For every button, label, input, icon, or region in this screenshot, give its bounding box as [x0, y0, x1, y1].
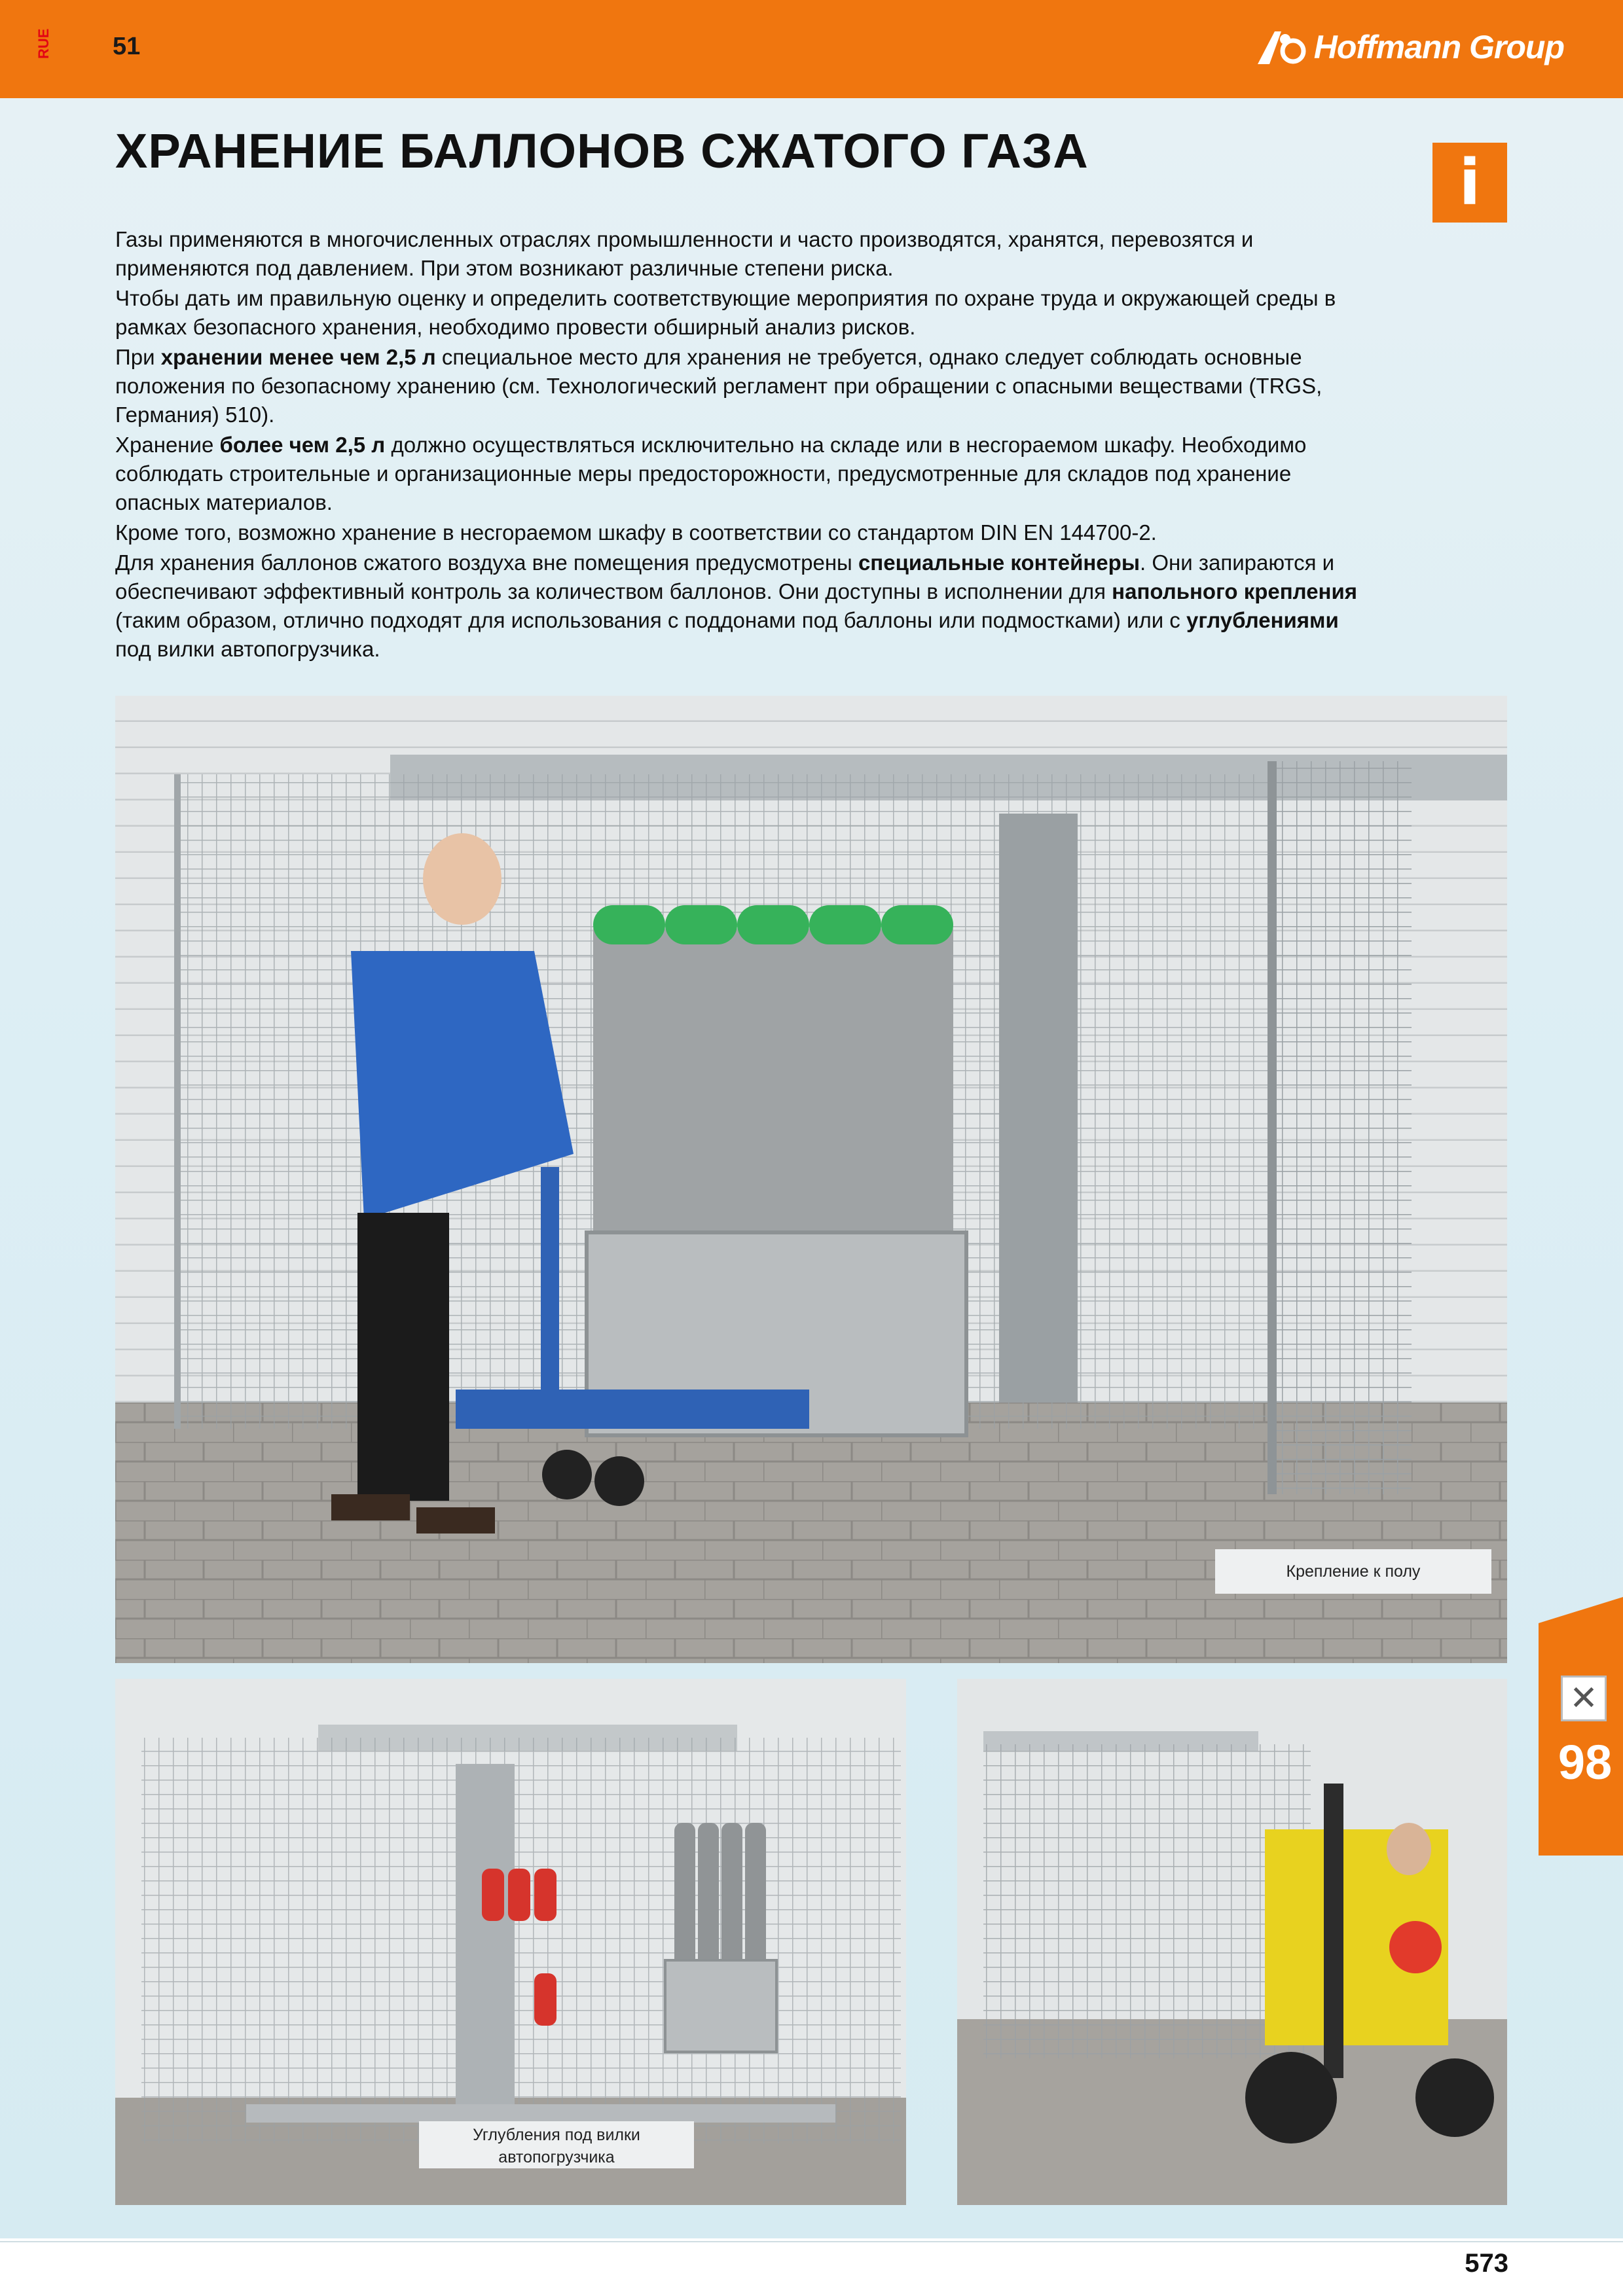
caption-forklift-pockets	[419, 2121, 694, 2168]
text-segment: специальное место для хранения не требуется, однако следует соблюдать основные положения по безопасному хранению (см. Технологический регламент при обращении с опасными веществами (TRGS, Германия) 510).	[115, 345, 1322, 427]
main-photo-gas-cage	[115, 696, 1507, 1663]
bold-text: специальные контейнеры	[858, 550, 1140, 575]
page-header	[0, 0, 1623, 98]
text-segment: Кроме того, возможно хранение в несгораемом шкафу в соответствии со стандартом DIN EN 144700-2.	[115, 520, 1157, 545]
body-paragraph	[115, 225, 1372, 283]
photo-forklift-lifting-cage	[957, 1679, 1507, 2205]
text-segment: При	[115, 345, 161, 369]
caption-line-2: автопогрузчика	[498, 2148, 615, 2166]
text-segment: Хранение	[115, 433, 220, 457]
body-paragraph	[115, 343, 1372, 429]
page-title: ХРАНЕНИЕ БАЛЛОНОВ СЖАТОГО ГАЗА	[115, 124, 1089, 178]
info-icon: i	[1432, 143, 1507, 223]
text-segment: Газы применяются в многочисленных отраслях промышленности и часто производятся, хранятся, перевозятся и применяются под давлением. При этом возникают различные степени риска.	[115, 227, 1254, 280]
text-segment: под вилки автопогрузчика.	[115, 637, 380, 661]
text-segment: должно осуществляться исключительно на складе или в несгораемом шкафу. Необходимо соблюдать строительные и организационные меры предосторожности, предусмотренные для складов под хранение опасных материалов.	[115, 433, 1307, 514]
body-paragraph	[115, 518, 1372, 547]
body-paragraph	[115, 548, 1372, 664]
body-paragraph	[115, 284, 1372, 342]
hoffmann-logo-icon	[1255, 27, 1307, 67]
chapter-number: 98	[1558, 1735, 1613, 1789]
bold-text: углублениями	[1186, 608, 1339, 632]
footer-divider	[0, 2241, 1623, 2242]
body-paragraph	[115, 431, 1372, 517]
bold-text: напольного крепления	[1112, 579, 1358, 603]
footer-page-number: 573	[1465, 2249, 1508, 2278]
side-code: RUE	[35, 28, 52, 59]
text-segment: (таким образом, отлично подходят для использования с поддонами под баллоны или подмостками) или с	[115, 608, 1186, 632]
bold-text: более чем 2,5 л	[219, 433, 386, 457]
chapter-tab[interactable]	[1539, 1597, 1623, 1856]
text-segment: Для хранения баллонов сжатого воздуха вне помещения предусмотрены	[115, 550, 858, 575]
text-segment: . Они запираются и обеспечивают эффективный контроль за количеством баллонов. Они доступны в исполнении для	[115, 550, 1335, 603]
caption-floor-mount: Крепление к полу	[1215, 1549, 1491, 1594]
body-text	[115, 225, 1372, 665]
caption-line-1: Углубления под вилки	[473, 2126, 640, 2144]
bold-text: хранении менее чем 2,5 л	[160, 345, 436, 369]
section-page-number: 51	[113, 33, 141, 60]
text-segment: Чтобы дать им правильную оценку и определить соответствующие мероприятия по охране труда и окружающей среды в рамках безопасного хранения, необходимо провести обширный анализ рисков.	[115, 286, 1336, 339]
close-box-icon: ✕	[1561, 1676, 1607, 1721]
hoffmann-logo	[1255, 27, 1564, 67]
logo-text: Hoffmann Group	[1313, 29, 1564, 65]
